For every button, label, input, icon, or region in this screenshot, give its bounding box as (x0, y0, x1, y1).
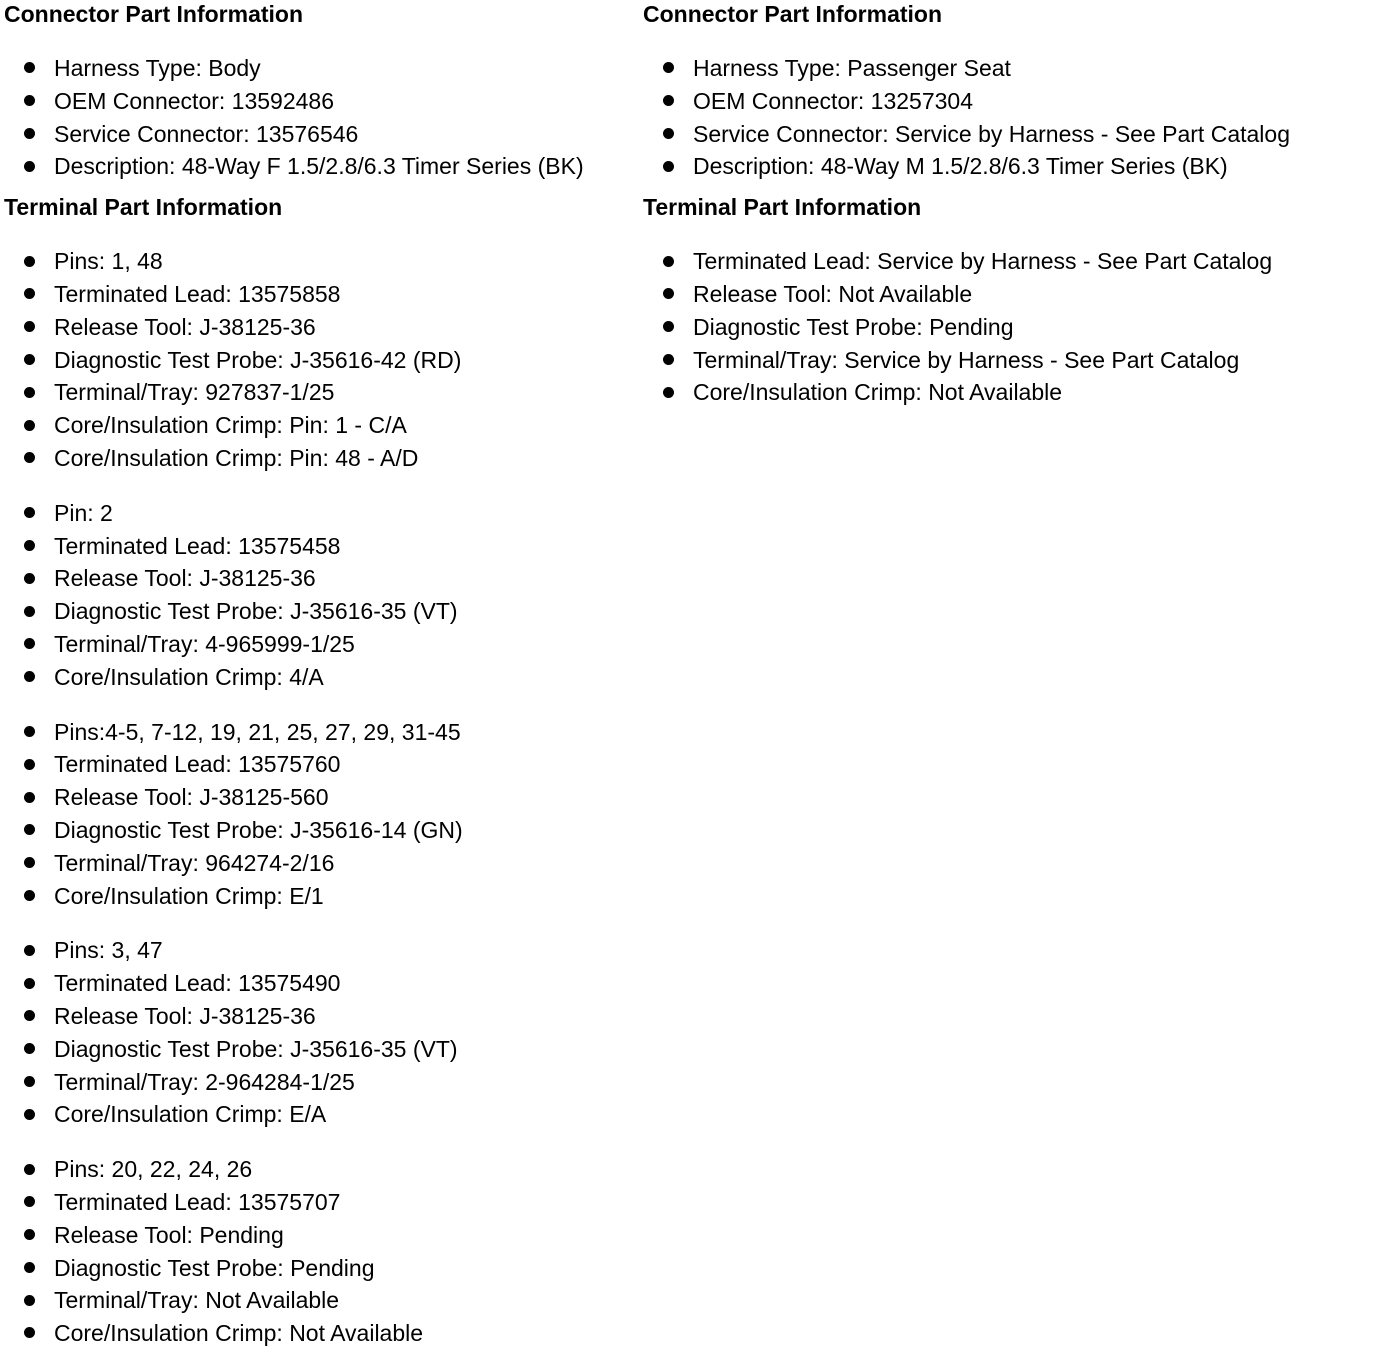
left-column (4, 0, 640, 1350)
list-item: Pins:4-5, 7-12, 19, 21, 25, 27, 29, 31-45 (4, 716, 640, 749)
list-item: OEM Connector: 13592486 (4, 85, 640, 118)
list-item: Core/Insulation Crimp: Not Available (643, 376, 1373, 409)
list-item: Pins: 3, 47 (4, 934, 640, 967)
connector-part-info-title: Connector Part Information (643, 1, 943, 27)
list-item: Harness Type: Body (4, 52, 640, 85)
connector-info-list (643, 52, 1373, 183)
list-item: Terminal/Tray: 927837-1/25 (4, 376, 640, 409)
list-item: Terminated Lead: 13575858 (4, 278, 640, 311)
list-item: Pins: 1, 48 (4, 245, 640, 278)
list-item: Terminal/Tray: Not Available (4, 1284, 640, 1317)
list-item: Terminal/Tray: Service by Harness - See Part Catalog (643, 344, 1373, 377)
list-item: Release Tool: J-38125-560 (4, 781, 640, 814)
list-item: Service Connector: Service by Harness - See Part Catalog (643, 118, 1373, 151)
list-item: Description: 48-Way F 1.5/2.8/6.3 Timer Series (BK) (4, 150, 640, 183)
list-item: OEM Connector: 13257304 (643, 85, 1373, 118)
list-item: Diagnostic Test Probe: J-35616-14 (GN) (4, 814, 640, 847)
list-item: Release Tool: Pending (4, 1219, 640, 1252)
list-item: Terminated Lead: 13575458 (4, 530, 640, 563)
terminal-part-info-title: Terminal Part Information (4, 194, 283, 221)
terminal-group (4, 245, 640, 475)
list-item: Core/Insulation Crimp: Pin: 1 - C/A (4, 409, 640, 442)
right-column (643, 0, 1373, 409)
list-item: Diagnostic Test Probe: J-35616-35 (VT) (4, 1033, 640, 1066)
list-item: Diagnostic Test Probe: J-35616-35 (VT) (4, 595, 640, 628)
list-item: Core/Insulation Crimp: Not Available (4, 1317, 640, 1350)
list-item: Terminated Lead: 13575490 (4, 967, 640, 1000)
list-item: Pins: 20, 22, 24, 26 (4, 1153, 640, 1186)
connector-part-info-title: Connector Part Information (4, 1, 304, 27)
list-item: Terminal/Tray: 2-964284-1/25 (4, 1066, 640, 1099)
list-item: Terminal/Tray: 4-965999-1/25 (4, 628, 640, 661)
list-item: Release Tool: J-38125-36 (4, 1000, 640, 1033)
terminal-group (4, 716, 640, 913)
list-item: Pin: 2 (4, 497, 640, 530)
connector-info-list (4, 52, 640, 183)
terminal-group (643, 245, 1373, 409)
list-item: Diagnostic Test Probe: J-35616-42 (RD) (4, 344, 640, 377)
list-item: Harness Type: Passenger Seat (643, 52, 1373, 85)
list-item: Description: 48-Way M 1.5/2.8/6.3 Timer Series (BK) (643, 150, 1373, 183)
list-item: Terminal/Tray: 964274-2/16 (4, 847, 640, 880)
terminal-group (4, 934, 640, 1131)
list-item: Terminated Lead: Service by Harness - See Part Catalog (643, 245, 1373, 278)
list-item: Diagnostic Test Probe: Pending (4, 1252, 640, 1285)
list-item: Release Tool: J-38125-36 (4, 562, 640, 595)
terminal-group (4, 1153, 640, 1350)
list-item: Release Tool: J-38125-36 (4, 311, 640, 344)
terminal-part-info-title: Terminal Part Information (643, 194, 922, 221)
list-item: Diagnostic Test Probe: Pending (643, 311, 1373, 344)
list-item: Terminated Lead: 13575760 (4, 748, 640, 781)
terminal-group (4, 497, 640, 694)
list-item: Core/Insulation Crimp: 4/A (4, 661, 640, 694)
list-item: Core/Insulation Crimp: Pin: 48 - A/D (4, 442, 640, 475)
list-item: Release Tool: Not Available (643, 278, 1373, 311)
list-item: Service Connector: 13576546 (4, 118, 640, 151)
list-item: Core/Insulation Crimp: E/A (4, 1098, 640, 1131)
list-item: Terminated Lead: 13575707 (4, 1186, 640, 1219)
list-item: Core/Insulation Crimp: E/1 (4, 880, 640, 913)
